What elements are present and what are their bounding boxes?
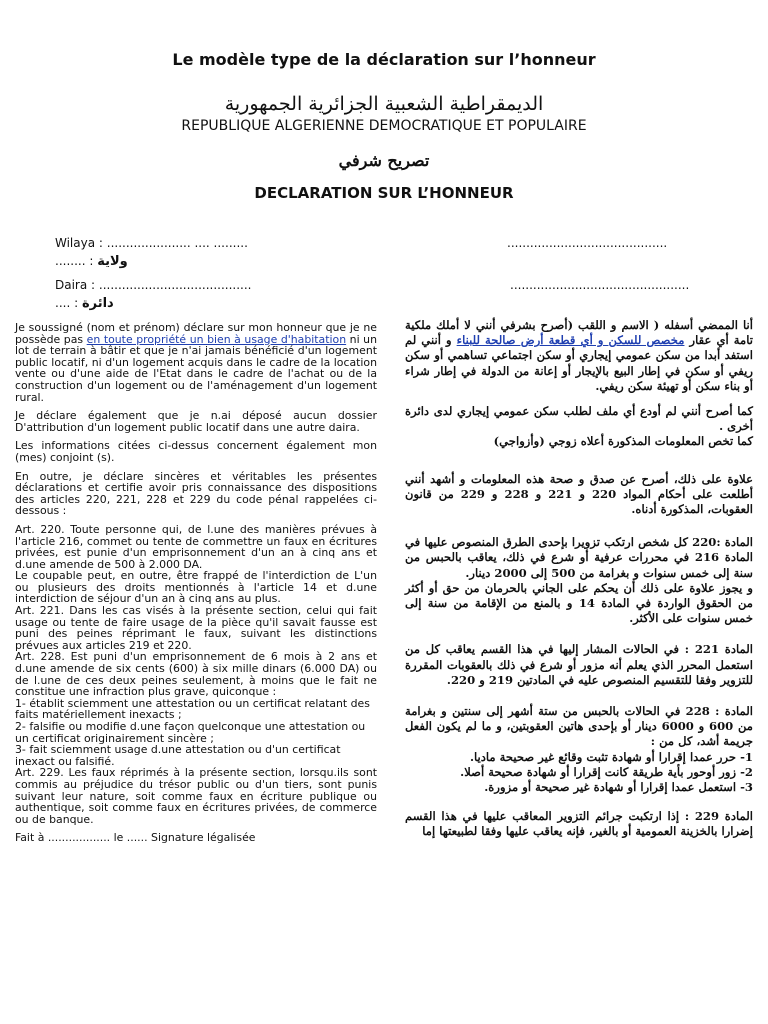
wilaya-arabic-word: ولاية xyxy=(97,254,128,269)
republic-name-arabic: الديمقراطية الشعبية الجزائرية الجمهورية xyxy=(224,93,544,115)
arabic-article-228-item-3: 3- استعمل عمدا إقرارا أو شهادة غير صحيحة أو مزورة. xyxy=(484,780,753,795)
wilaya-field: Wilaya : ...................... .... ......... xyxy=(55,236,248,250)
arabic-paragraph-3: كما تخص المعلومات المذكورة أعلاه زوجي (وأزواجي) xyxy=(493,434,753,449)
declaration-title-arabic: تصريح شرفي xyxy=(338,151,430,170)
article-220-b: Le coupable peut, en outre, être frappé de l'interdiction de L'un ou plusieurs des droits mentionnés à l'article 14 et d.une interdiction de séjour d'un an à cinq ans au plus. xyxy=(15,569,377,606)
arabic-article-228: المادة : 228 في الحالات بالحبس من ستة أشهر إلى سنتين و بغرامة من 600 و 6000 دينار أو بإحدى هاتين العقوبتين، و ما لم يكون الفعل جريمة أشد، كل من : xyxy=(405,704,754,749)
fr-p1-text: Je soussigné (nom et prénom) déclare sur mon honneur que je ne possède pas xyxy=(15,321,377,346)
article-221: Art. 221. Dans les cas visés à la présente section, celui qui fait usage ou tente de faire usage de la pièce qu'il savait fausse est puni des peines réprimant le faux, suivant les distinctions prévues aux articles 219 et 220. xyxy=(15,604,377,652)
arabic-article-229: المادة 229 : إذا ارتكبت جرائم التزوير المعاقب عليها في هذا القسم إضرارا بالخزينة العمومية أو بالغير، فإنه يعاقب عليها وفقا لطبيعتها إما xyxy=(405,809,753,839)
article-220: Art. 220. Toute personne qui, de l.une des manières prévues à l'article 216, commet ou tente de commettre un faux en écritures privées, est punie d'un emprisonnement d'un an à cinq ans et d.une amende de 500 à 2.000 DA. xyxy=(15,522,377,571)
property-link[interactable]: en toute propriété un bien à usage d'habitation xyxy=(86,332,347,346)
daira-field: Daira : ........................................ xyxy=(55,278,252,292)
french-paragraph-1 xyxy=(15,322,377,403)
arabic-article-221: المادة 221 : في الحالات المشار إليها في هذا القسم يعاقب كل من استعمل المحرر الذي يعلم أنه مزور أو شرع في ذلك بالعقوبات المقررة للتزوير وفقا للتقسيم المنصوص عليه في المادتين 219 و 220. xyxy=(405,642,753,687)
article-228-item-3: 3- fait sciemment usage d.une attestation ou d'un certificat inexact ou falsifié. xyxy=(15,743,341,768)
arabic-paragraph-4: علاوة على ذلك، أصرح عن صدق و صحة هذه المعلومات و أشهد أنني أطلعت على أحكام المواد 220 و 221 و 228 و 229 من قانون العقوبات، المذكورة أدناه. xyxy=(405,471,754,517)
daira-field-arabic-blank: ............................................... xyxy=(510,278,690,292)
document-title: Le modèle type de la déclaration sur l’honneur xyxy=(172,50,596,69)
signature-line: Fait à .................. le ...... Signature légalisée xyxy=(15,831,256,845)
arabic-article-228-item-2: 2- زور أوحور بأية طريقة كانت إقرارا أو شهادة صحيحة أصلا. xyxy=(460,764,753,779)
french-paragraph-4: En outre, je déclare sincères et véritables les présentes déclarations et certifie avoir pris connaissance des dispositions des articles 220, 221, 228 et 229 du code pénal rappelées ci-dessous : xyxy=(15,469,377,518)
arabic-column xyxy=(405,318,753,850)
declaration-title-french: DECLARATION SUR L’HONNEUR xyxy=(254,184,514,202)
arabic-article-220-b: و يجوز علاوة على ذلك أن يحكم على الجاني بالحرمان من حق أو أكثر من الحقوق الواردة في المادة 14 و بالمنع من الإقامة من سنة إلى خمس سنوات على الأكثر. xyxy=(405,580,753,626)
wilaya-arabic-label xyxy=(55,250,128,269)
daira-arabic-word: دائرة xyxy=(81,296,114,311)
daira-dots: .... : xyxy=(55,296,82,310)
republic-name-french: REPUBLIQUE ALGERIENNE DEMOCRATIQUE ET POPULAIRE xyxy=(181,118,587,134)
article-229: Art. 229. Les faux réprimés à la présente section, lorsqu.ils sont commis au préjudice du trésor public ou d'un tiers, sont punis suivant leur nature, soit comme faux en écriture publique ou authentique, soit comme faux en écritures privées, de commerce ou de banque. xyxy=(15,766,377,826)
ar-p1-text-end: و أنني لم استفد أبدا من سكن عمومي إيجاري أو سكن اجتماعي تساهمي أو سكن ريفي أو سكن في إطار البيع بالإيجار أو إعانة من الدولة في إطار شراء أو بناء سكن أو تهيئة سكن ريفي. xyxy=(405,333,753,393)
french-paragraph-3: Les informations citées ci-dessus concernent également mon (mes) conjoint (s). xyxy=(15,439,377,464)
fr-p1-text-end: ni un lot de terrain à bâtir et que je n'ai jamais bénéficié d'un logement public locatif, ni d'un logement acquis dans le cadre de la location vente ou d'une aide de l'Etat dans le cadre de l'achat ou de la construction d'un logement ou de l'aménagement d'un logement rural. xyxy=(15,332,377,404)
arabic-article-220: المادة :220 كل شخص ارتكب تزويرا بإحدى الطرق المنصوص عليها في المادة 216 في محررات عرفية أو شرع في ذلك، يعاقب بالحبس من سنة إلى خمس سنوات و بغرامة من 500 إلى 2000 دينار. xyxy=(405,535,753,580)
arabic-paragraph-2: كما أصرح أنني لم أودع أي ملف لطلب سكن عمومي إيجاري لدى دائرة أخرى . xyxy=(405,404,753,434)
ar-property-link[interactable]: مخصص للسكن و أي قطعة أرض صالحة للبناء xyxy=(456,333,685,348)
wilaya-field-arabic-blank: .......................................... xyxy=(507,236,668,250)
article-228-item-2: 2- falsifie ou modifie d.une façon quelconque une attestation ou un certificat originairement sincère ; xyxy=(15,720,366,745)
french-column xyxy=(15,322,377,851)
article-228-item-1: 1- établit sciemment une attestation ou un certificat relatant des faits matériellement inexacts ; xyxy=(15,696,370,722)
french-paragraph-2: Je déclare également que je n.ai déposé aucun dossier D'attribution d'un logement public locatif dans une autre daira. xyxy=(15,409,377,434)
wilaya-dots: ........ : xyxy=(55,254,98,268)
article-228: Art. 228. Est puni d'un emprisonnement de 6 mois à 2 ans et d.une amende de six cents (600) à six mille dinars (6.000 DA) ou de l.une de ces deux peines seulement, à moins que le fait ne constitue une infraction plus grave, quiconque : xyxy=(15,650,377,699)
daira-arabic-label xyxy=(55,292,114,311)
arabic-paragraph-1 xyxy=(405,318,753,394)
arabic-article-228-item-1: 1- حرر عمدا إقرارا أو شهادة تثبت وقائع غير صحيحة ماديا. xyxy=(469,749,753,764)
ar-p1-text: أنا الممضي أسفله ( الاسم و اللقب (أصرح بشرفي أنني لا أملك ملكية تامة أي عقار xyxy=(405,318,753,348)
